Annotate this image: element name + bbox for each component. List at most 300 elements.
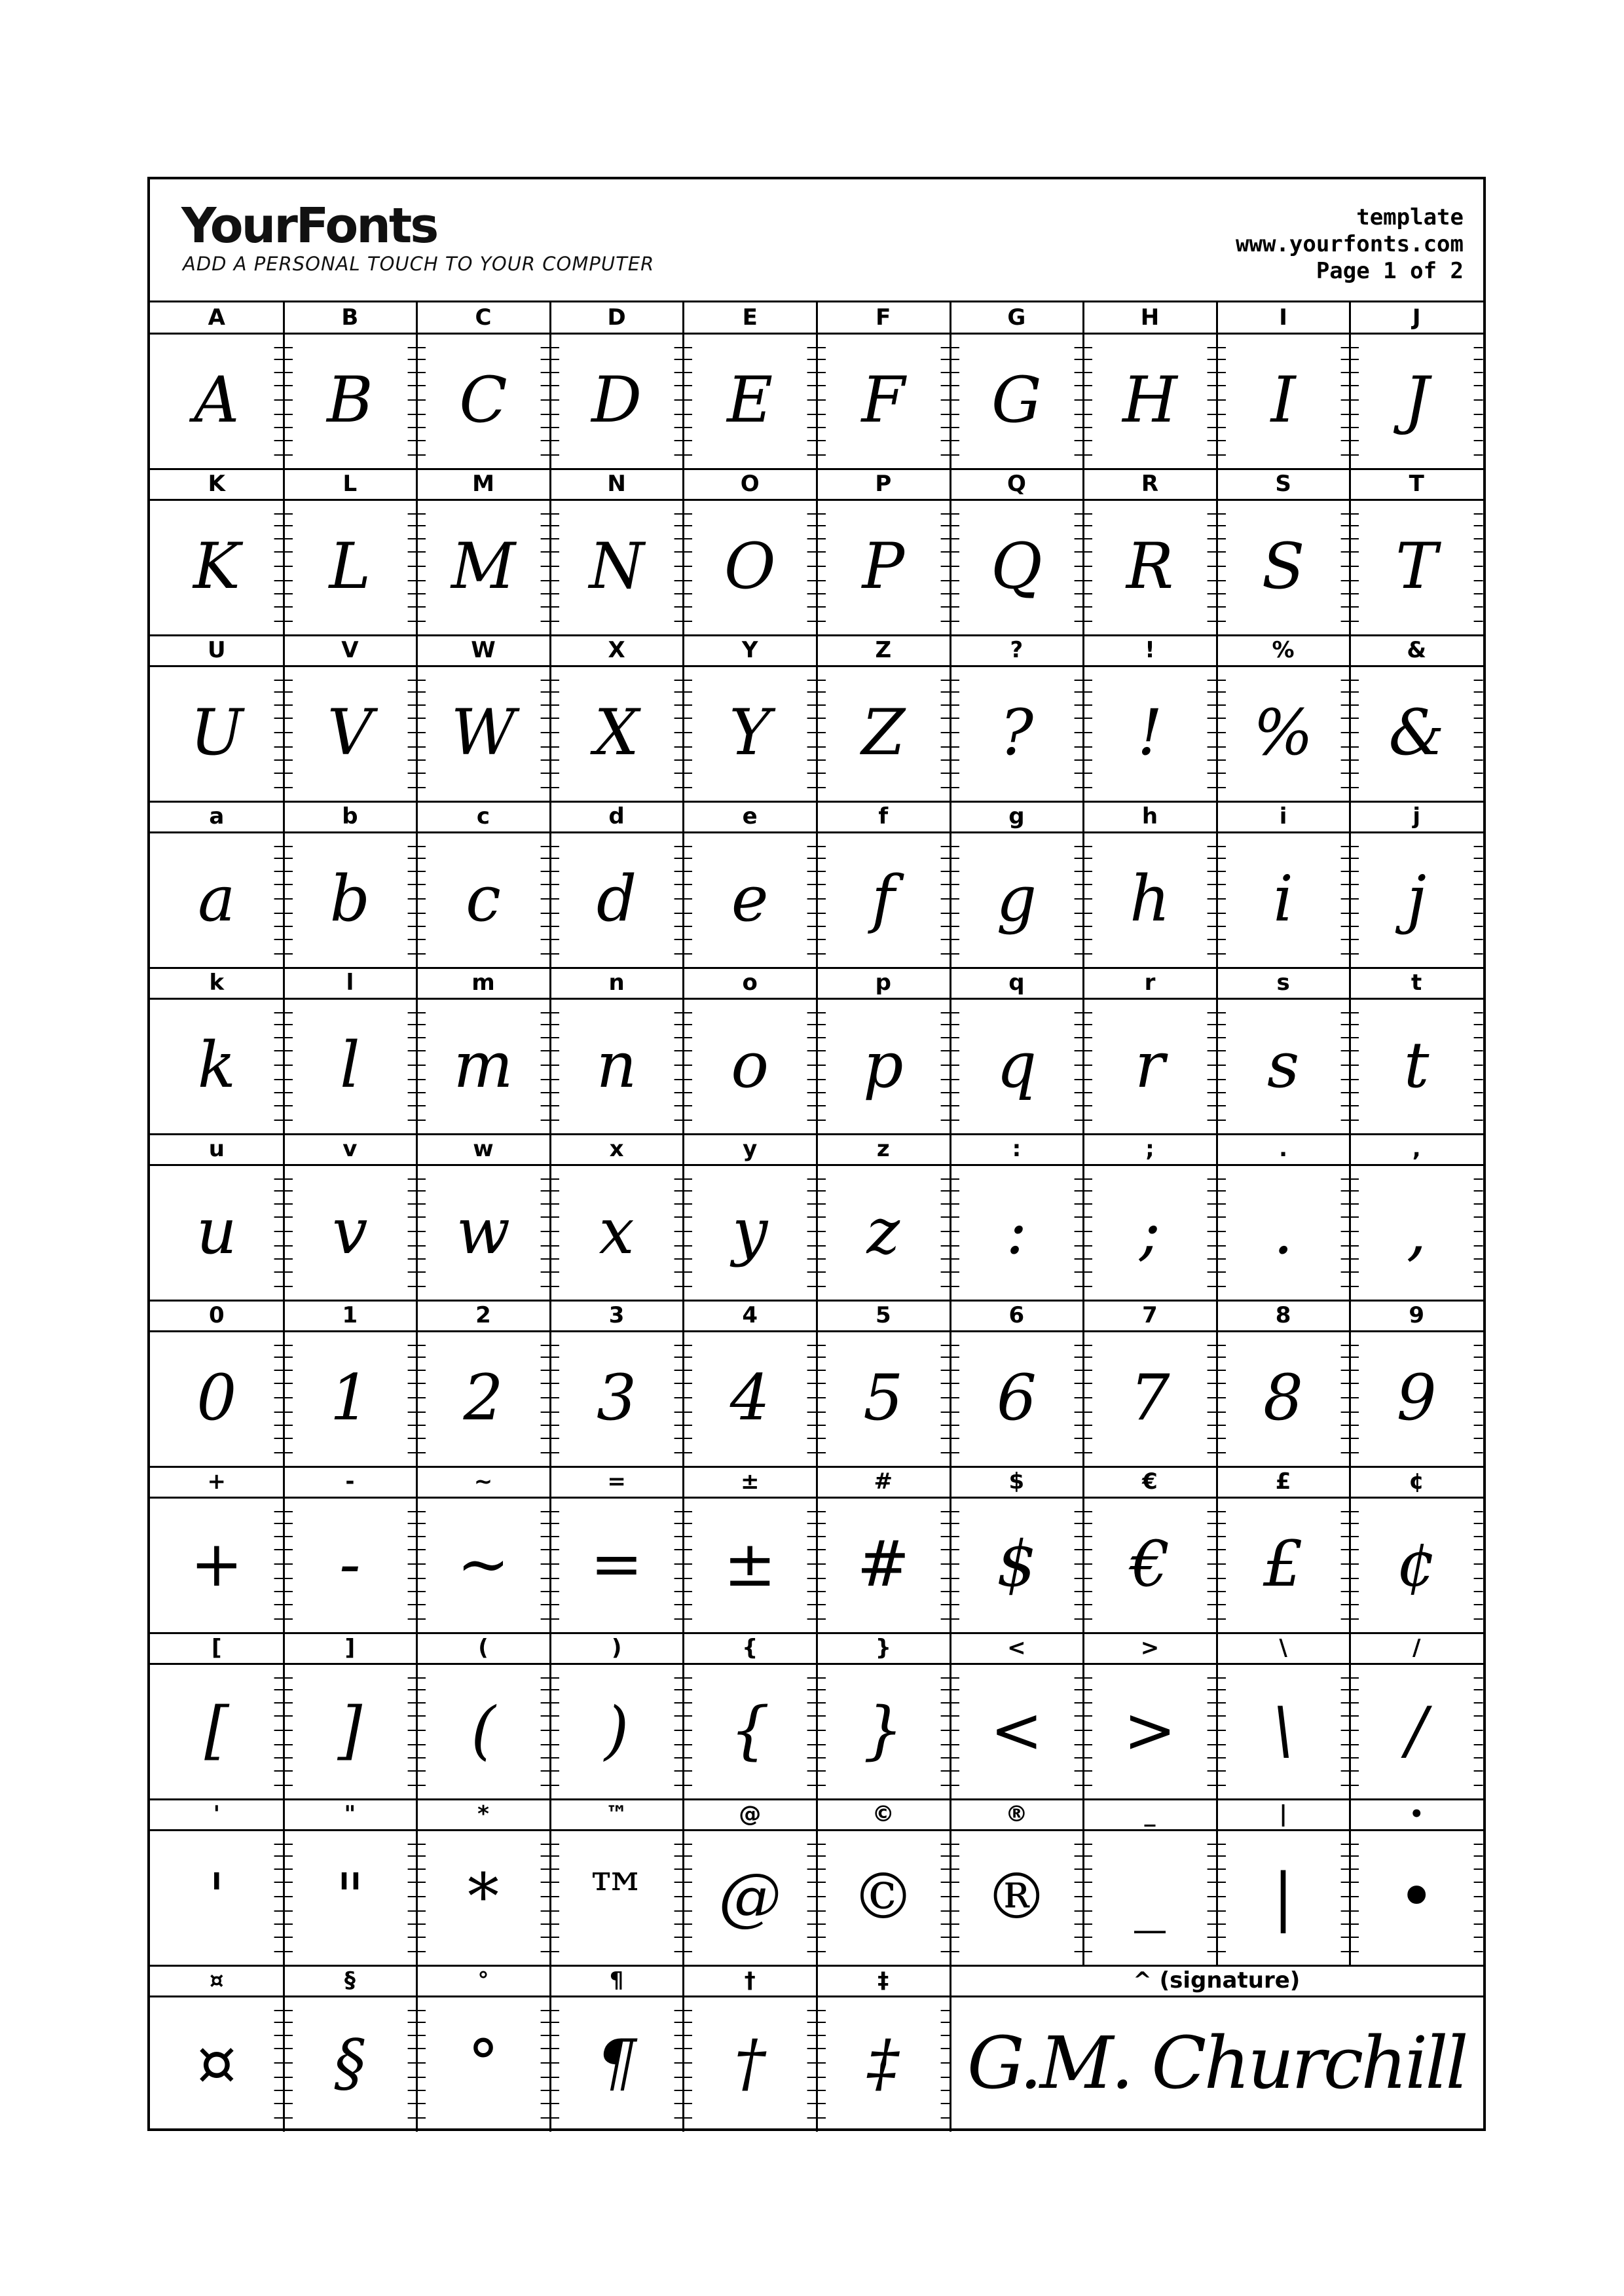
- handwriting-box[interactable]: [1217, 501, 1350, 635]
- glyph-label: §: [284, 1965, 417, 1997]
- glyph-cell: [150, 1467, 284, 1633]
- handwriting-box[interactable]: [817, 1332, 950, 1467]
- handwriting-box[interactable]: [550, 667, 684, 801]
- glyph-label: /: [1350, 1633, 1483, 1665]
- handwriting-box[interactable]: [1350, 1499, 1483, 1633]
- column-divider: [1082, 1134, 1084, 1300]
- glyph-label: z: [817, 1134, 950, 1166]
- glyph-cell: [284, 1965, 417, 2132]
- glyph-label: q: [950, 968, 1084, 1000]
- column-divider: [416, 1300, 418, 1467]
- glyph-cell: [1350, 1300, 1483, 1467]
- handwritten-glyph: ™: [585, 1860, 648, 1933]
- glyph-label: y: [683, 1134, 817, 1166]
- handwriting-box[interactable]: [550, 1665, 684, 1799]
- glyph-cell: [1217, 801, 1350, 968]
- glyph-cell: [284, 1633, 417, 1799]
- glyph-cell: [1350, 1134, 1483, 1300]
- column-divider: [816, 302, 818, 469]
- handwriting-box[interactable]: [550, 1000, 684, 1134]
- glyph-cell: [817, 1300, 950, 1467]
- handwriting-box[interactable]: [284, 501, 417, 635]
- glyph-label: +: [150, 1467, 284, 1499]
- handwriting-box[interactable]: [950, 501, 1084, 635]
- handwriting-box[interactable]: [817, 1499, 950, 1633]
- glyph-cell: [1217, 1633, 1350, 1799]
- glyph-label: 8: [1217, 1300, 1350, 1332]
- handwritten-glyph: #: [857, 1527, 910, 1601]
- glyph-label: _: [1083, 1799, 1217, 1831]
- handwriting-box[interactable]: [1217, 1166, 1350, 1300]
- column-divider: [1349, 801, 1351, 968]
- glyph-cell: [284, 1799, 417, 1965]
- handwriting-box[interactable]: [817, 1166, 950, 1300]
- handwritten-glyph: %: [1253, 696, 1314, 769]
- glyph-label: v: [284, 1134, 417, 1166]
- glyph-label: 0: [150, 1300, 284, 1332]
- handwriting-box[interactable]: [550, 335, 684, 469]
- glyph-cell: [550, 469, 684, 635]
- glyph-label: 5: [817, 1300, 950, 1332]
- handwriting-box[interactable]: [284, 1997, 417, 2132]
- handwritten-glyph: ¤: [196, 2026, 237, 2100]
- handwritten-glyph: x: [599, 1195, 635, 1268]
- handwriting-box[interactable]: [1350, 501, 1483, 635]
- column-divider: [1349, 1300, 1351, 1467]
- glyph-label: Q: [950, 469, 1084, 501]
- column-divider: [283, 1633, 285, 1799]
- handwriting-box[interactable]: [817, 335, 950, 469]
- glyph-label: x: [550, 1134, 684, 1166]
- glyph-cell: [817, 1633, 950, 1799]
- glyph-cell: [1083, 635, 1217, 801]
- handwriting-box[interactable]: [1217, 1831, 1350, 1965]
- glyph-label: f: [817, 801, 950, 833]
- glyph-label: %: [1217, 635, 1350, 667]
- handwriting-box[interactable]: [1083, 1000, 1217, 1134]
- glyph-label: -: [284, 1467, 417, 1499]
- handwriting-box[interactable]: [550, 1499, 684, 1633]
- handwriting-box[interactable]: [284, 1000, 417, 1134]
- handwritten-glyph: <: [990, 1694, 1043, 1767]
- column-divider: [1216, 635, 1218, 801]
- handwriting-box[interactable]: [550, 1332, 684, 1467]
- handwritten-glyph: Y: [729, 696, 771, 769]
- handwriting-box[interactable]: [1350, 667, 1483, 801]
- column-divider: [816, 1467, 818, 1633]
- glyph-cell: [817, 1799, 950, 1965]
- handwritten-glyph: j: [1407, 862, 1427, 936]
- glyph-cell: [1350, 968, 1483, 1134]
- glyph-label: H: [1083, 302, 1217, 335]
- glyph-label: A: [150, 302, 284, 335]
- glyph-label: ¢: [1350, 1467, 1483, 1499]
- column-divider: [283, 1799, 285, 1965]
- handwriting-box[interactable]: [950, 667, 1084, 801]
- column-divider: [1349, 1134, 1351, 1300]
- handwriting-box[interactable]: [817, 1665, 950, 1799]
- handwriting-box[interactable]: [683, 501, 817, 635]
- glyph-cell: [1217, 635, 1350, 801]
- handwritten-glyph: o: [731, 1029, 769, 1102]
- column-divider: [549, 302, 551, 469]
- handwriting-box[interactable]: [150, 1831, 284, 1965]
- handwriting-box[interactable]: [1083, 1831, 1217, 1965]
- glyph-label: =: [550, 1467, 684, 1499]
- handwriting-box[interactable]: [550, 833, 684, 968]
- glyph-label: [: [150, 1633, 284, 1665]
- handwriting-box[interactable]: [683, 1499, 817, 1633]
- glyph-cell: [550, 635, 684, 801]
- glyph-cell: [150, 302, 284, 469]
- handwriting-box[interactable]: [1217, 1332, 1350, 1467]
- glyph-label: ‡: [817, 1965, 950, 1997]
- glyph-label: c: [416, 801, 550, 833]
- handwriting-box[interactable]: [1217, 1499, 1350, 1633]
- glyph-label: 6: [950, 1300, 1084, 1332]
- glyph-label: k: [150, 968, 284, 1000]
- glyph-cell: [550, 1467, 684, 1633]
- glyph-label: .: [1217, 1134, 1350, 1166]
- column-divider: [1082, 801, 1084, 968]
- glyph-cell: [950, 801, 1084, 968]
- glyph-label: Y: [683, 635, 817, 667]
- handwriting-box[interactable]: [150, 1166, 284, 1300]
- handwritten-glyph: §: [334, 2026, 366, 2100]
- glyph-label: *: [416, 1799, 550, 1831]
- glyph-cell: [416, 1799, 550, 1965]
- handwriting-box[interactable]: [950, 833, 1084, 968]
- column-divider: [283, 1134, 285, 1300]
- handwriting-box[interactable]: [284, 1332, 417, 1467]
- handwriting-box[interactable]: [1083, 1332, 1217, 1467]
- signature-box[interactable]: [950, 1997, 1483, 2132]
- column-divider: [1349, 469, 1351, 635]
- handwriting-box[interactable]: [1350, 1166, 1483, 1300]
- column-divider: [816, 1799, 818, 1965]
- glyph-cell: [1350, 1633, 1483, 1799]
- column-divider: [1216, 1300, 1218, 1467]
- column-divider: [682, 635, 684, 801]
- handwritten-glyph: 7: [1130, 1361, 1170, 1434]
- glyph-cell: [1350, 469, 1483, 635]
- glyph-row: [150, 1134, 1483, 1300]
- column-divider: [416, 1467, 418, 1633]
- handwriting-box[interactable]: [1083, 1665, 1217, 1799]
- handwriting-box[interactable]: [950, 1499, 1084, 1633]
- column-divider: [416, 801, 418, 968]
- glyph-label: &: [1350, 635, 1483, 667]
- glyph-cell: [284, 302, 417, 469]
- glyph-cell: [950, 302, 1084, 469]
- handwriting-box[interactable]: [416, 833, 550, 968]
- handwriting-box[interactable]: [284, 667, 417, 801]
- handwriting-box[interactable]: [683, 1332, 817, 1467]
- row-divider: [150, 967, 1483, 969]
- glyph-cell: [284, 1300, 417, 1467]
- column-divider: [1082, 635, 1084, 801]
- glyph-cell: [1083, 968, 1217, 1134]
- column-divider: [1216, 968, 1218, 1134]
- row-divider: [150, 1798, 1483, 1800]
- handwriting-box[interactable]: [817, 1000, 950, 1134]
- handwritten-glyph: ©: [851, 1860, 915, 1933]
- glyph-label: 3: [550, 1300, 684, 1332]
- glyph-label: L: [284, 469, 417, 501]
- column-divider: [549, 1965, 551, 2132]
- glyph-row: [150, 635, 1483, 801]
- handwriting-box[interactable]: [683, 667, 817, 801]
- glyph-label: W: [416, 635, 550, 667]
- column-divider: [1216, 1633, 1218, 1799]
- row-divider: [150, 1133, 1483, 1135]
- handwriting-box[interactable]: [1350, 1000, 1483, 1134]
- handwriting-box[interactable]: [550, 1831, 684, 1965]
- handwriting-box[interactable]: [284, 1665, 417, 1799]
- handwritten-glyph: °: [467, 2026, 499, 2100]
- handwriting-box[interactable]: [817, 501, 950, 635]
- handwriting-box[interactable]: [683, 1665, 817, 1799]
- handwritten-glyph: y: [732, 1195, 768, 1268]
- handwriting-box[interactable]: [150, 1332, 284, 1467]
- handwriting-box[interactable]: [683, 1831, 817, 1965]
- handwriting-box[interactable]: [284, 1831, 417, 1965]
- handwritten-glyph: F: [861, 363, 906, 437]
- glyph-cell: [150, 635, 284, 801]
- column-divider: [682, 1965, 684, 2132]
- glyph-cell: [817, 302, 950, 469]
- glyph-cell: [950, 1134, 1084, 1300]
- handwriting-box[interactable]: [416, 335, 550, 469]
- handwriting-box[interactable]: [284, 833, 417, 968]
- handwritten-glyph: ‡: [867, 2026, 899, 2100]
- handwriting-box[interactable]: [416, 501, 550, 635]
- handwritten-glyph: I: [1270, 363, 1296, 437]
- handwriting-box[interactable]: [1217, 1665, 1350, 1799]
- handwriting-box[interactable]: [950, 1166, 1084, 1300]
- handwriting-box[interactable]: [1083, 667, 1217, 801]
- column-divider: [283, 302, 285, 469]
- handwriting-box[interactable]: [1217, 833, 1350, 968]
- glyph-label: ': [150, 1799, 284, 1831]
- handwriting-box[interactable]: [1350, 1665, 1483, 1799]
- handwriting-box[interactable]: [550, 1997, 684, 2132]
- handwritten-glyph: •: [1397, 1860, 1435, 1933]
- glyph-label: l: [284, 968, 417, 1000]
- column-divider: [1216, 1134, 1218, 1300]
- handwritten-glyph: |: [1272, 1860, 1294, 1933]
- handwriting-box[interactable]: [416, 1997, 550, 2132]
- handwritten-glyph: ¶: [597, 2026, 637, 2100]
- column-divider: [682, 1134, 684, 1300]
- yourfonts-logo: YourFonts: [181, 198, 437, 254]
- handwriting-box[interactable]: [1350, 833, 1483, 968]
- handwriting-box[interactable]: [1350, 335, 1483, 469]
- handwritten-glyph: >: [1123, 1694, 1177, 1767]
- handwriting-box[interactable]: [150, 833, 284, 968]
- glyph-cell: [683, 1799, 817, 1965]
- glyph-cell: [1083, 1633, 1217, 1799]
- glyph-cell: [817, 1134, 950, 1300]
- column-divider: [1216, 801, 1218, 968]
- handwritten-glyph: {: [729, 1694, 770, 1767]
- glyph-label: ;: [1083, 1134, 1217, 1166]
- row-divider: [150, 1632, 1483, 1634]
- handwriting-box[interactable]: [284, 335, 417, 469]
- column-divider: [1216, 302, 1218, 469]
- glyph-label: b: [284, 801, 417, 833]
- column-divider: [682, 801, 684, 968]
- column-divider: [416, 1799, 418, 1965]
- glyph-cell: [683, 968, 817, 1134]
- handwriting-box[interactable]: [550, 1166, 684, 1300]
- handwriting-box[interactable]: [416, 1166, 550, 1300]
- glyph-cell: [817, 1467, 950, 1633]
- handwriting-box[interactable]: [416, 667, 550, 801]
- handwriting-box[interactable]: [416, 1831, 550, 1965]
- handwritten-glyph: £: [1263, 1527, 1304, 1601]
- glyph-label: U: [150, 635, 284, 667]
- handwriting-box[interactable]: [817, 1831, 950, 1965]
- handwriting-box[interactable]: [416, 1332, 550, 1467]
- handwriting-box[interactable]: [683, 1166, 817, 1300]
- glyph-label: ?: [950, 635, 1084, 667]
- glyph-label: ,: [1350, 1134, 1483, 1166]
- handwriting-box[interactable]: [950, 1831, 1084, 1965]
- handwriting-box[interactable]: [416, 1499, 550, 1633]
- glyph-label: #: [817, 1467, 950, 1499]
- handwriting-box[interactable]: [1083, 335, 1217, 469]
- handwritten-glyph: X: [594, 696, 639, 769]
- column-divider: [950, 635, 951, 801]
- column-divider: [1082, 1467, 1084, 1633]
- handwriting-box[interactable]: [416, 1000, 550, 1134]
- handwritten-glyph: ±: [723, 1527, 777, 1601]
- handwriting-box[interactable]: [150, 1997, 284, 2132]
- handwriting-box[interactable]: [950, 1665, 1084, 1799]
- handwriting-box[interactable]: [1083, 501, 1217, 635]
- glyph-cell: [550, 1965, 684, 2132]
- handwritten-glyph: ': [208, 1860, 225, 1933]
- glyph-label: e: [683, 801, 817, 833]
- handwriting-box[interactable]: [817, 833, 950, 968]
- row-divider: [150, 1965, 1483, 1967]
- handwriting-box[interactable]: [683, 335, 817, 469]
- handwritten-glyph: L: [329, 530, 371, 603]
- column-divider: [1349, 635, 1351, 801]
- handwriting-box[interactable]: [683, 833, 817, 968]
- handwritten-glyph: 8: [1263, 1361, 1304, 1434]
- handwriting-box[interactable]: [1083, 1499, 1217, 1633]
- glyph-cell: [150, 1799, 284, 1965]
- handwriting-box[interactable]: [817, 1997, 950, 2132]
- handwritten-glyph: f: [872, 862, 895, 936]
- glyph-cell: [950, 635, 1084, 801]
- handwritten-glyph: +: [190, 1527, 244, 1601]
- column-divider: [283, 1300, 285, 1467]
- glyph-label: s: [1217, 968, 1350, 1000]
- glyph-cell: [683, 635, 817, 801]
- handwritten-glyph: r: [1135, 1029, 1165, 1102]
- glyph-cell: [150, 1134, 284, 1300]
- handwriting-box[interactable]: [950, 335, 1084, 469]
- glyph-label: D: [550, 302, 684, 335]
- handwriting-box[interactable]: [950, 1000, 1084, 1134]
- glyph-label: R: [1083, 469, 1217, 501]
- handwriting-box[interactable]: [150, 1000, 284, 1134]
- handwriting-box[interactable]: [1217, 667, 1350, 801]
- glyph-cell: [150, 1300, 284, 1467]
- handwritten-glyph: R: [1126, 530, 1174, 603]
- glyph-cell: [1217, 469, 1350, 635]
- glyph-cell: [416, 1965, 550, 2132]
- glyph-cell: [150, 1965, 284, 2132]
- handwriting-box[interactable]: [1217, 1000, 1350, 1134]
- glyph-cell: [1217, 1300, 1350, 1467]
- column-divider: [950, 469, 951, 635]
- handwritten-glyph: @: [718, 1860, 782, 1933]
- handwriting-box[interactable]: [150, 667, 284, 801]
- handwriting-box[interactable]: [817, 667, 950, 801]
- glyph-cell: [683, 1134, 817, 1300]
- column-divider: [682, 1799, 684, 1965]
- handwritten-glyph: O: [724, 530, 776, 603]
- handwritten-glyph: J: [1403, 363, 1430, 437]
- glyph-row: [150, 1965, 1483, 2132]
- glyph-row: [150, 1799, 1483, 1965]
- column-divider: [682, 1633, 684, 1799]
- handwritten-glyph: n: [596, 1029, 637, 1102]
- column-divider: [950, 1467, 951, 1633]
- handwriting-box[interactable]: [150, 501, 284, 635]
- glyph-cell: [284, 635, 417, 801]
- glyph-cell: [950, 1633, 1084, 1799]
- glyph-cell: [416, 1300, 550, 1467]
- handwriting-box[interactable]: [1217, 335, 1350, 469]
- handwritten-glyph: C: [459, 363, 507, 437]
- glyph-label: F: [817, 302, 950, 335]
- handwriting-box[interactable]: [1083, 833, 1217, 968]
- handwritten-glyph: †: [734, 2026, 766, 2100]
- handwriting-box[interactable]: [550, 501, 684, 635]
- glyph-cell: [817, 469, 950, 635]
- handwriting-box[interactable]: [150, 1499, 284, 1633]
- handwriting-box[interactable]: [1350, 1332, 1483, 1467]
- handwriting-box[interactable]: [150, 1665, 284, 1799]
- handwritten-glyph: .: [1273, 1195, 1293, 1268]
- handwritten-glyph: A: [194, 363, 240, 437]
- signature-cell: [950, 1965, 1483, 2132]
- column-divider: [682, 968, 684, 1134]
- glyph-label: £: [1217, 1467, 1350, 1499]
- column-divider: [283, 1467, 285, 1633]
- handwriting-box[interactable]: [150, 335, 284, 469]
- handwriting-box[interactable]: [683, 1000, 817, 1134]
- row-divider: [150, 1466, 1483, 1468]
- handwriting-box[interactable]: [1083, 1166, 1217, 1300]
- handwriting-box[interactable]: [284, 1499, 417, 1633]
- glyph-cell: [550, 968, 684, 1134]
- handwriting-box[interactable]: [416, 1665, 550, 1799]
- handwriting-box[interactable]: [284, 1166, 417, 1300]
- handwritten-glyph: -: [339, 1527, 361, 1601]
- handwriting-box[interactable]: [683, 1997, 817, 2132]
- glyph-cell: [284, 801, 417, 968]
- handwriting-box[interactable]: [950, 1332, 1084, 1467]
- glyph-label: a: [150, 801, 284, 833]
- glyph-cell: [550, 1134, 684, 1300]
- handwriting-box[interactable]: [1350, 1831, 1483, 1965]
